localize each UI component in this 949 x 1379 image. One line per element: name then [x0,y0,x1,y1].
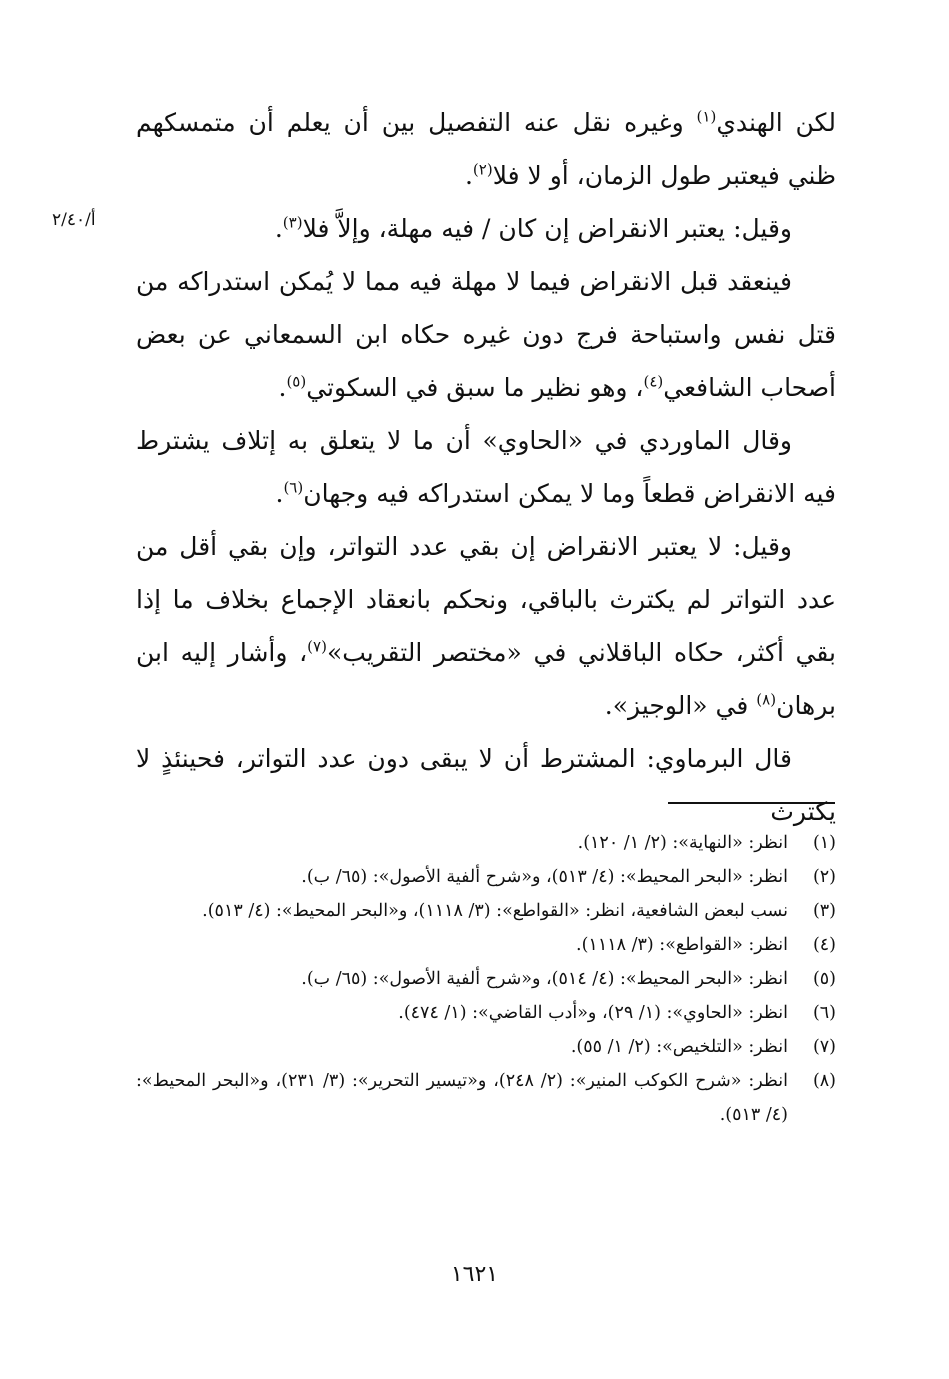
footnote-reference: (٣) [282,213,303,232]
footnote-text: انظر: «البحر المحيط»: (٤/ ٥١٤)، و«شرح ألفية الأصول»: (٦٥/ ب). [301,969,788,989]
body-paragraph [136,96,836,202]
footnote-number: (٥) [812,969,836,989]
footnote-text: انظر: «القواطع»: (٣/ ١١١٨). [576,935,788,955]
footnote-number: (٦) [812,1003,836,1023]
footnote-separator [668,802,835,804]
footnote-item [136,962,836,996]
footnote-text: انظر: «التلخيص»: (٢/ ١/ ٥٥). [570,1037,788,1057]
footnote-text: نسب لبعض الشافعية، انظر: «القواطع»: (٣/ ١١١٨)، و«البحر المحيط»: (٤/ ٥١٣). [202,901,788,921]
body-paragraph [136,520,836,732]
paragraph-text: لكن الهندي [716,108,836,137]
footnote-number: (٧) [812,1037,836,1057]
footnote-text: انظر: «البحر المحيط»: (٤/ ٥١٣)، و«شرح ألفية الأصول»: (٦٥/ ب). [301,867,788,887]
paragraph-text: في «الوجيز». [604,691,757,720]
footnote-number: (٢) [812,867,836,887]
footnote-text: انظر: «الحاوي»: (١/ ٢٩)، و«أدب القاضي»: (١/ ٤٧٤). [398,1003,788,1023]
paragraph-text: . [275,479,284,508]
paragraph-text: فينعقد قبل الانقراض فيما لا مهلة فيه مما لا يُمكن استدراكه من قتل نفس واستباحة فرج دون غيره حكاه ابن السمعاني عن بعض أصحاب الشافعي [136,267,836,402]
footnote-item [136,1030,836,1064]
paragraph-text: . [278,373,287,402]
footnote-number: (٨) [812,1071,836,1091]
paragraph-text: قال البرماوي: المشترط أن لا يبقى دون عدد التواتر، فحينئذٍ لا يكترث [136,744,836,826]
paragraph-text: ، وأشار إليه ابن برهان [136,638,836,720]
footnote-item [136,860,836,894]
footnote-item [136,996,836,1030]
paragraph-text: . [464,161,473,190]
paragraph-text: وقال الماوردي في «الحاوي» أن ما لا يتعلق به إتلاف يشترط فيه الانقراض قطعاً وما لا يمكن استدراكه فيه وجهان [136,426,836,508]
footnote-number: (٣) [812,901,836,921]
paragraph-text: . [274,214,283,243]
paragraph-text: ، وهو نظير ما سبق في السكوتي [306,373,644,402]
paragraph-text: وقيل: لا يعتبر الانقراض إن بقي عدد التواتر، وإن بقي أقل من عدد التواتر لم يكترث بالباقي، ونحكم بانعقاد الإجماع بخلاف ما إذا بقي أكثر، حكاه الباقلاني في «مختصر التقريب» [136,532,836,667]
footnote-reference: (٦) [283,478,304,497]
footnote-item [136,928,836,962]
page-number: ١٦٢١ [450,1262,499,1287]
footnote-reference: (٢) [472,160,493,179]
body-paragraph [136,414,836,520]
footnote-reference: (٤) [643,372,664,391]
footnote-item [136,894,836,928]
paragraph-text: وقيل: يعتبر الانقراض إن كان / فيه مهلة، وإلاَّ فلا [302,214,792,243]
paragraph-text: وغيره نقل عنه التفصيل بين أن يعلم أن متمسكهم ظني فيعتبر طول الزمان، أو لا فلا [136,108,836,190]
footnote-reference: (٧) [307,637,327,656]
main-text-body [136,96,836,838]
footnote-number: (٤) [812,935,836,955]
body-paragraph [136,255,836,414]
footnote-reference: (١) [696,107,717,126]
footnote-text: انظر: «شرح الكوكب المنير»: (٢/ ٢٤٨)، و«تيسير التحرير»: (٣/ ٢٣١)، و«البحر المحيط»: (٤/ ٥١٣). [136,1071,788,1125]
manuscript-folio-note: أ/٢/٤٠ [52,210,96,230]
footnote-item [136,826,836,860]
footnote-text: انظر: «النهاية»: (٢/ ١/ ١٢٠). [577,833,788,853]
body-paragraph [136,732,836,838]
footnote-number: (١) [812,833,836,853]
footnote-reference: (٥) [286,372,307,391]
footnotes-section [136,826,836,1132]
body-paragraph [136,202,836,255]
footnote-item [136,1064,836,1132]
footnote-reference: (٨) [756,690,777,709]
